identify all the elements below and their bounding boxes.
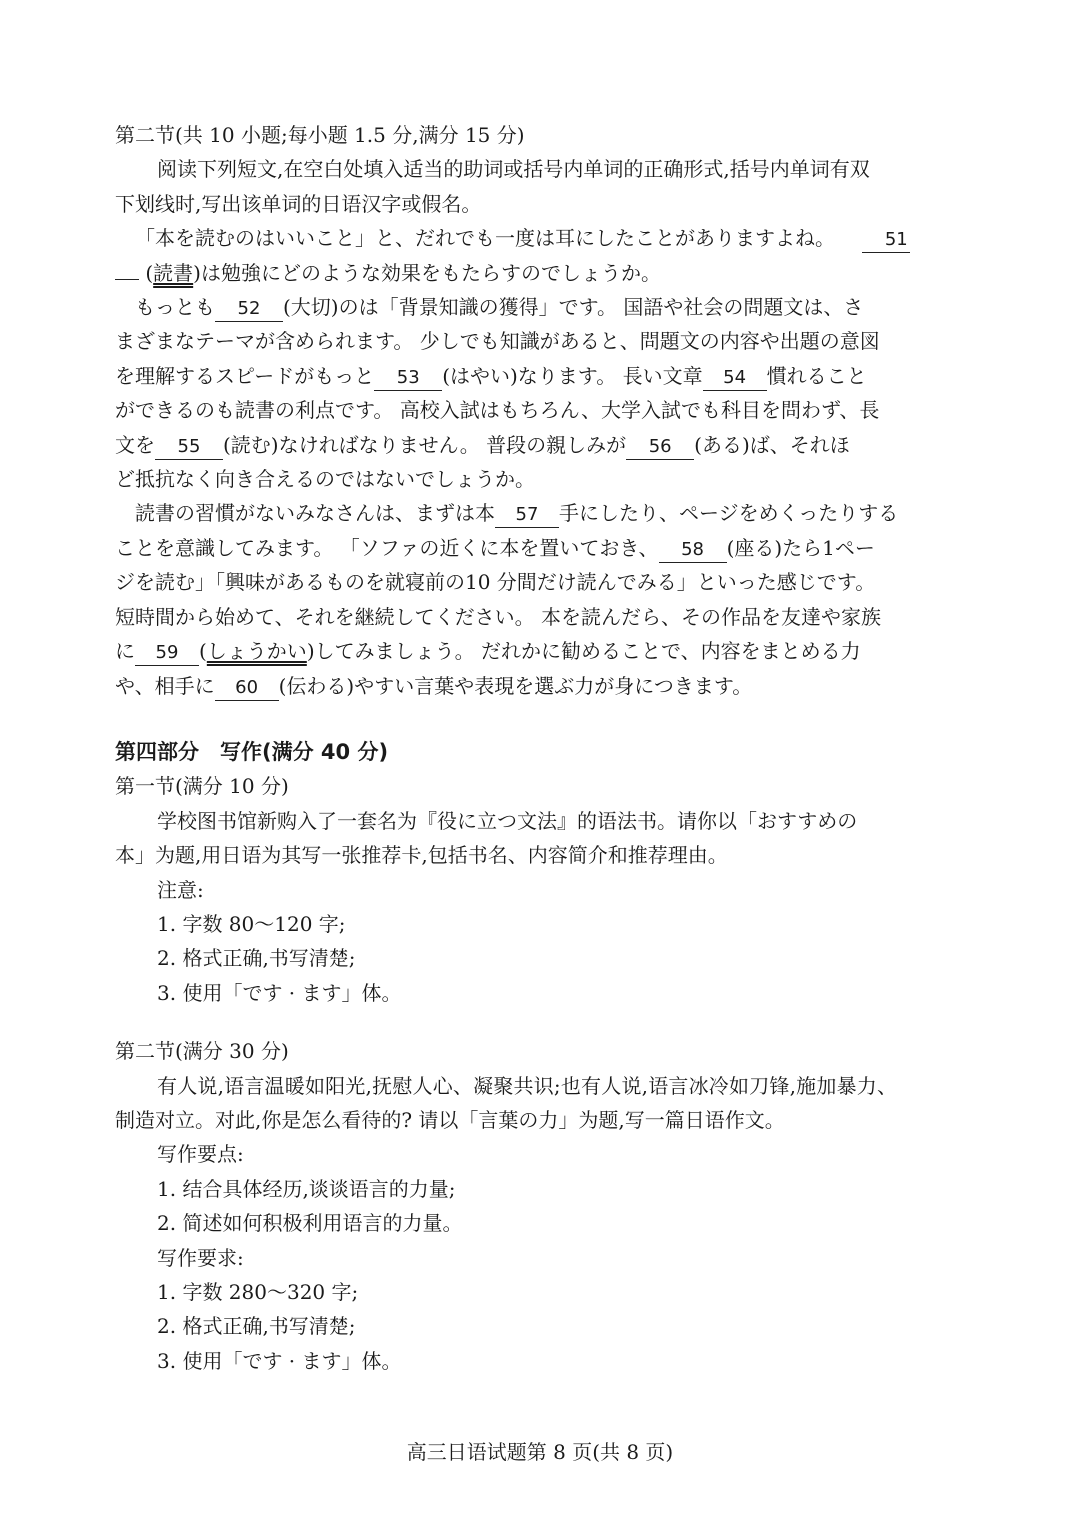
passage-text: (伝わる)やすい言葉や表現を選ぶ力が身につきます。 (278, 673, 753, 698)
blank-51[interactable]: 51 (862, 228, 910, 253)
note-label: 注意: (157, 877, 204, 902)
passage-text: ( (145, 260, 154, 285)
blank-54[interactable]: 54 (703, 366, 767, 391)
blank-55[interactable]: 55 (155, 435, 223, 460)
blank-56[interactable]: 56 (626, 435, 694, 460)
passage-line: ができるのも読書の利点です。 高校入試はもちろん、大学入試でも科目を問わず、長 (115, 398, 880, 423)
passage-line (115, 221, 975, 255)
passage-line (115, 428, 975, 462)
blank-52[interactable]: 52 (215, 297, 283, 322)
passage-text: )は勉強にどのような効果をもたらすのでしょうか。 (193, 260, 661, 285)
requirement-item: 2. 格式正确,书写清楚; (157, 946, 356, 971)
passage-text: (大切)のは「背景知識の獲得」です。 国語や社会の問題文は、さ (283, 295, 864, 320)
passage-line (115, 634, 975, 668)
writing-point-item: 2. 简述如何积极利用语言的力量。 (157, 1211, 463, 1236)
passage-text: (はやい)なります。 長い文章 (442, 363, 703, 388)
passage-text: 手にしたり、ページをめくったりする (559, 501, 899, 526)
passage-line (115, 256, 975, 290)
blank-60[interactable]: 60 (215, 676, 279, 701)
passage-line (115, 531, 975, 565)
passage-text: に (115, 639, 135, 664)
passage-line (115, 290, 975, 324)
passage-text: 慣れること (766, 363, 867, 388)
passage-line: ジを読む」「興味があるものを就寝前の10 分間だけ読んでみる」といった感じです。 (115, 570, 876, 595)
passage-text: 文を (115, 432, 155, 457)
writing-section1-text: 本」为题,用日语为其写一张推荐卡,包括书名、内容简介和推荐理由。 (115, 843, 728, 868)
passage-line: ど抵抗なく向き合えるのではないでしょうか。 (115, 467, 535, 492)
writing-point-item: 1. 结合具体经历,谈谈语言的力量; (157, 1176, 456, 1201)
blank-58[interactable]: 58 (659, 538, 727, 563)
double-underlined-word: 読書 (153, 260, 194, 285)
passage-text: 「本を読むのはいいこと」と、だれでも一度は耳にしたことがありますよね。 (135, 226, 835, 251)
writing-requirements-label: 写作要求: (157, 1245, 244, 1270)
passage-text: もっとも (135, 295, 215, 320)
passage-text: (読む)なければなりません。 普段の親しみが (223, 432, 627, 457)
exam-page (115, 118, 975, 1378)
blank-51-continuation[interactable] (115, 279, 139, 280)
requirement-item: 1. 字数 280～320 字; (157, 1280, 359, 1304)
section2-instruction-line2: 下划线时,写出该单词的日语汉字或假名。 (115, 191, 482, 216)
blank-57[interactable]: 57 (495, 503, 559, 528)
part4-title: 第四部分 写作(满分 40 分) (115, 739, 389, 764)
passage-line (115, 496, 975, 530)
writing-section2-heading: 第二节(满分 30 分) (115, 1039, 289, 1064)
requirement-item: 3. 使用「です · ます」体。 (157, 1348, 402, 1373)
requirement-item: 3. 使用「です · ます」体。 (157, 980, 402, 1005)
passage-line (115, 359, 975, 393)
blank-53[interactable]: 53 (374, 366, 442, 391)
section2-heading: 第二节(共 10 小题;每小题 1.5 分,满分 15 分) (115, 123, 525, 147)
passage-text: (座る)たら1ペー (726, 535, 875, 560)
writing-section2-text: 有人说,语言温暖如阳光,抚慰人心、凝聚共识;也有人说,语言冰冷如刀锋,施加暴力、 (157, 1073, 898, 1098)
requirement-item: 1. 字数 80～120 字; (157, 911, 346, 936)
passage-text: や、相手に (115, 673, 215, 698)
passage-text: )してみましょう。 だれかに勧めることで、内容をまとめる力 (306, 639, 861, 664)
passage-line (115, 669, 975, 703)
writing-section1-text: 学校图书馆新购入了一套名为『役に立つ文法』的语法书。请你以「おすすめの (157, 808, 858, 833)
writing-points-label: 写作要点: (157, 1142, 244, 1167)
passage-text: ( (199, 639, 207, 664)
passage-line: 短時間から始めて、それを継続してください。 本を読んだら、その作品を友達や家族 (115, 604, 881, 629)
passage-text: 読書の習慣がないみなさんは、まずは本 (135, 501, 495, 526)
passage-line: まざまなテーマが含められます。 少しでも知識があると、問題文の内容や出題の意図 (115, 329, 880, 354)
reading-passage (115, 221, 975, 703)
section2-instruction-line1: 阅读下列短文,在空白处填入适当的助词或括号内单词的正确形式,括号内单词有双 (157, 157, 870, 182)
passage-text: ことを意識してみます。 「ソファの近くに本を置いておき、 (115, 535, 659, 560)
writing-section2-text: 制造对立。对此,你是怎么看待的? 请以「言葉の力」为题,写一篇日语作文。 (115, 1107, 785, 1132)
page-footer: 高三日语试题第 8 页(共 8 页) (406, 1440, 674, 1464)
writing-section1-heading: 第一节(满分 10 分) (115, 774, 289, 799)
blank-59[interactable]: 59 (135, 641, 199, 666)
requirement-item: 2. 格式正确,书写清楚; (157, 1314, 356, 1339)
passage-text: (ある)ば、それほ (694, 432, 850, 457)
passage-text: を理解するスピードがもっと (115, 363, 375, 388)
double-underlined-word: しょうかい (206, 639, 307, 664)
